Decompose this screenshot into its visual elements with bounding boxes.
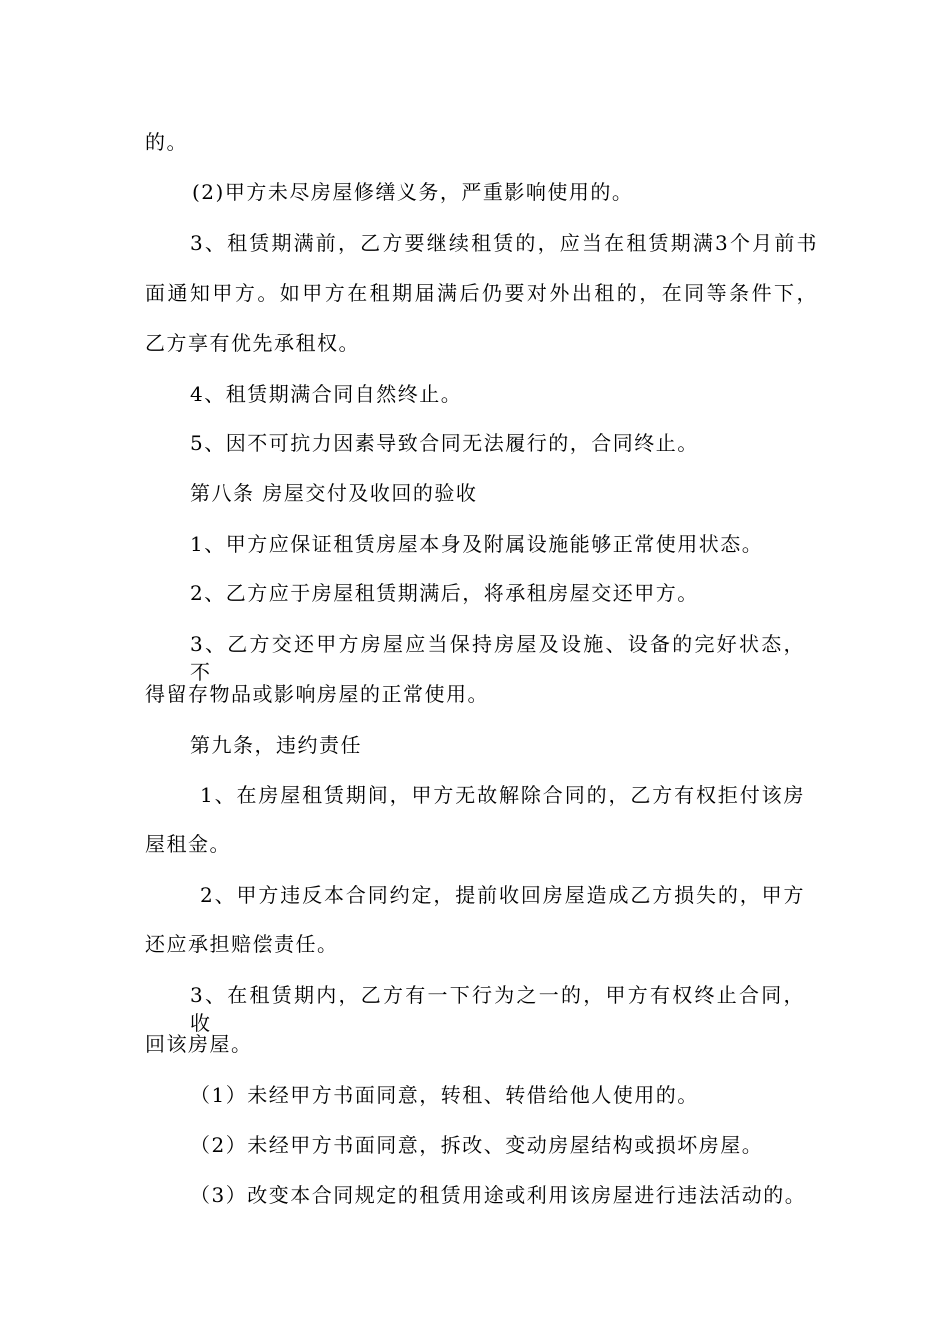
text-line-return-condition: 3、乙方交还甲方房屋应当保持房屋及设施、设备的完好状态，不 (190, 632, 805, 684)
text-line-tenant-violations: 3、在租赁期内，乙方有一下行为之一的，甲方有权终止合同，收 (190, 983, 805, 1035)
text-line-return-condition-cont: 得留存物品或影响房屋的正常使用。 (145, 682, 489, 706)
text-line-tenant-violations-cont: 回该房屋。 (145, 1032, 253, 1056)
text-line-violation-2: （2）未经甲方书面同意，拆改、变动房屋结构或损坏房屋。 (190, 1133, 764, 1157)
text-line-landlord-breach: 1、在房屋租赁期间，甲方无故解除合同的，乙方有权拒付该房 (200, 783, 805, 807)
text-line-renewal-notice: 3、租赁期满前，乙方要继续租赁的，应当在租赁期满3个月前书 (190, 231, 818, 255)
text-line-expiry-termination: 4、租赁期满合同自然终止。 (190, 382, 463, 406)
text-line-landlord-breach-cont: 屋租金。 (145, 832, 231, 856)
text-line-violation-3: （3）改变本合同规定的租赁用途或利用该房屋进行违法活动的。 (190, 1183, 807, 1207)
text-line-early-recovery-cont: 还应承担赔偿责任。 (145, 932, 339, 956)
text-line-clause-2: (2)甲方未尽房屋修缮义务，严重影响使用的。 (192, 180, 634, 204)
text-line-early-recovery: 2、甲方违反本合同约定，提前收回房屋造成乙方损失的，甲方 (200, 883, 805, 907)
text-line-landlord-guarantee: 1、甲方应保证租赁房屋本身及附属设施能够正常使用状态。 (190, 532, 764, 556)
text-line-priority-right: 乙方享有优先承租权。 (145, 331, 360, 355)
text-line-violation-1: （1）未经甲方书面同意，转租、转借给他人使用的。 (190, 1083, 699, 1107)
text-line-force-majeure: 5、因不可抗力因素导致合同无法履行的，合同终止。 (190, 431, 699, 455)
article-9-heading: 第九条，违约责任 (190, 733, 362, 757)
text-line-renewal-notice-cont: 面通知甲方。如甲方在租期届满后仍要对外出租的，在同等条件下， (145, 281, 818, 305)
text-line-continuation: 的。 (145, 130, 188, 154)
text-line-tenant-return: 2、乙方应于房屋租赁期满后，将承租房屋交还甲方。 (190, 581, 699, 605)
article-8-heading: 第八条 房屋交付及收回的验收 (190, 481, 478, 505)
